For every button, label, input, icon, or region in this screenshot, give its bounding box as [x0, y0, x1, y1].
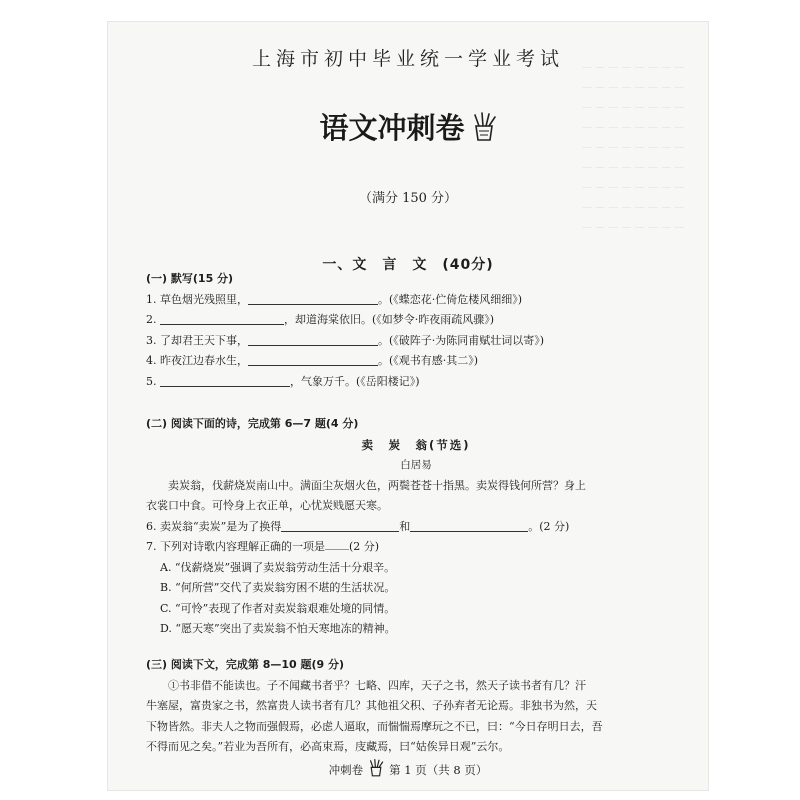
- recite-item-2: [146, 310, 686, 331]
- question-6-and: 和: [399, 519, 411, 533]
- question-6-score: 。(2 分): [528, 519, 570, 533]
- option-a: A. “伐薪烧炭”强调了卖炭翁劳动生活十分艰辛。: [160, 560, 396, 574]
- question-7: [146, 537, 686, 558]
- recite-item-3-prompt: 3. 了却君王天下事，: [146, 333, 248, 347]
- recite-item-4: [146, 351, 686, 372]
- question-6-text: 6. 卖炭翁“卖炭”是为了换得: [146, 519, 282, 533]
- answer-blank-5[interactable]: [160, 374, 290, 387]
- paper-title-text: 语文冲刺卷: [319, 111, 465, 145]
- answer-blank-2[interactable]: [160, 312, 284, 325]
- recite-item-3: [146, 331, 686, 352]
- poem-title: 卖 炭 翁(节选): [361, 437, 471, 452]
- poem-line-1: 卖炭翁，伐薪烧炭南山中。满面尘灰烟火色，两鬓苍苍十指黑。卖炭得钱何所营？身上: [168, 478, 586, 492]
- answer-blank-1[interactable]: [248, 292, 378, 305]
- recite-item-4-source: 。(《观书有感·其二》): [378, 354, 479, 367]
- exam-title: 上海市初中毕业统一学业考试: [251, 48, 564, 70]
- pen-holder-icon: [471, 112, 497, 149]
- paper-title: [108, 106, 708, 149]
- recite-item-5-prompt: 5.: [146, 374, 160, 388]
- recite-item-1-source: 。(《蝶恋花·伫倚危楼风细细》): [378, 292, 523, 306]
- option-c: C. “可怜”表现了作者对卖炭翁艰难处境的同情。: [160, 601, 396, 615]
- recite-item-4-prompt: 4. 昨夜江边春水生，: [146, 354, 248, 367]
- part-recitation: [146, 269, 686, 392]
- part2-heading: (二) 阅读下面的诗，完成第 6—7 题(4 分): [146, 417, 359, 430]
- section-heading: 一、文 言 文 (40分): [322, 257, 494, 273]
- exam-page: [108, 22, 708, 790]
- option-d: D. “愿天寒”突出了卖炭翁不怕天寒地冻的精神。: [160, 622, 396, 635]
- answer-blank-3[interactable]: [248, 333, 378, 346]
- recite-item-2-source: ，却道海棠依旧。(《如梦令·昨夜雨疏风骤》): [284, 313, 495, 326]
- question-7-score: (2 分): [349, 540, 380, 553]
- recite-item-1: [146, 290, 686, 311]
- recite-item-3-source: 。(《破阵子·为陈同甫赋壮词以寄》): [378, 333, 545, 347]
- recite-item-5-source: ，气象万千。(《岳阳楼记》): [290, 374, 420, 388]
- answer-blank-6b[interactable]: [410, 519, 528, 532]
- part-poem: [146, 414, 686, 640]
- bleed-through-text: — — — — — — — — — — — — — — — — — — — — — — — — — — — — — — — — — — — — — — — — — — — — — — — — — — — — — — — — — — — — — — — — — — — — — — — —: [582, 62, 685, 233]
- question-7-text: 7. 下列对诗歌内容理解正确的一项是: [146, 540, 325, 553]
- part-prose: [146, 655, 686, 758]
- pen-holder-icon-small: [368, 759, 384, 780]
- part3-heading: (三) 阅读下文，完成第 8—10 题(9 分): [146, 658, 345, 671]
- full-mark: （满分 150 分）: [358, 191, 458, 206]
- answer-choice-blank-7[interactable]: [325, 549, 349, 550]
- page-footer: [108, 759, 708, 780]
- prose-line-3: 下物皆然。非夫人之物而强假焉，必虑人逼取，而惴惴焉摩玩之不已，曰：“今日存明日去，吾: [146, 719, 603, 733]
- question-6: [146, 517, 686, 538]
- part1-heading: (一) 默写(15 分): [146, 272, 234, 285]
- footer-page-number: 第 1 页（共 8 页）: [389, 763, 488, 777]
- recite-item-2-prompt: 2.: [146, 313, 160, 326]
- answer-blank-6a[interactable]: [281, 519, 399, 532]
- footer-label: 冲刺卷: [328, 763, 364, 777]
- prose-line-2: 牛塞屋，富贵家之书，然富贵人读书者有几？其他祖父积、子孙弃者无论焉。非独书为然，天: [146, 699, 597, 712]
- option-b: B. “何所营”交代了卖炭翁穷困不堪的生活状况。: [160, 581, 396, 594]
- recite-item-5: [146, 372, 686, 393]
- prose-line-1: ①书非借不能读也。子不闻藏书者乎？七略、四库，天子之书，然天子读书者有几？汗: [168, 678, 586, 692]
- answer-blank-4[interactable]: [248, 353, 378, 366]
- poem-line-2: 衣裳口中食。可怜身上衣正单，心忧炭贱愿天寒。: [146, 499, 388, 512]
- prose-line-4: 不得而见之矣。”若业为吾所有，必高束焉，庋藏焉，曰“姑俟异日观”云尔。: [146, 740, 510, 753]
- poem-author: 白居易: [400, 459, 432, 471]
- recite-item-1-prompt: 1. 草色烟光残照里，: [146, 292, 248, 306]
